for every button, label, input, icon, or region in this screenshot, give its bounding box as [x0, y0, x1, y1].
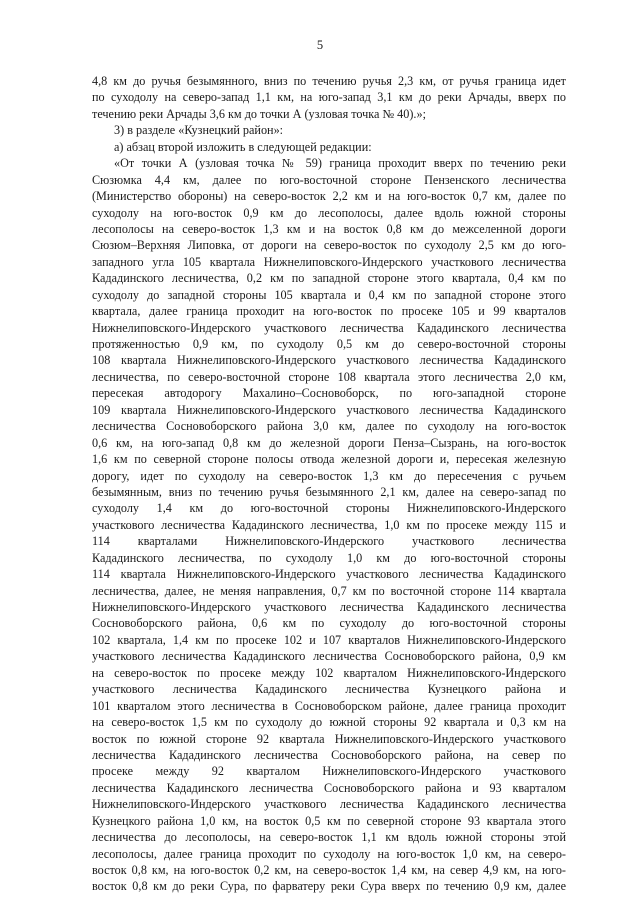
text-line: Нижнелиповского-Индерского участкового лесничества Кададинского лесничества	[92, 600, 566, 614]
text-line: участкового лесничества Кададинского лесничества Кузнецкого района и	[92, 682, 566, 697]
text-line: 114 квартала Нижнелиповского-Индерского участкового лесничества Кададинского	[92, 567, 566, 582]
text-line: лесничества, по северо-восточной стороне 108 квартала этого лесничества 2,0 км,	[92, 369, 566, 384]
page-number: 5	[316, 38, 324, 52]
text-line: Кузнецкого района 1,0 км, на восток 0,5 км по северной стороне 93 квартала этого	[92, 813, 566, 828]
text-line: на северо-восток по просеке между 102 кварталом Нижнелиповского-Индерского	[92, 665, 566, 680]
text-line: Сосновоборского района, 0,6 км по суходолу до юго-восточной стороны	[92, 616, 566, 631]
text-line: лесничества до лесополосы, на северо-восток 1,1 км вдоль южной стороны этой	[92, 830, 566, 845]
text-line: дорогу, идет по суходолу на северо-восток 1,3 км до пересечения с ручьем	[92, 468, 566, 483]
text-line: «От точки А (узловая точка № 59) граница проходит вверх по течению реки	[114, 156, 566, 171]
text-line: лесничества Кададинского лесничества Сосновоборского района и 93 кварталом	[92, 780, 566, 795]
text-line: протяженностью 0,9 км, по суходолу 0,5 км до северо-восточной стороны	[92, 337, 566, 351]
text-line: Нижнелиповского-Индерского участкового лесничества Кададинского лесничества	[92, 797, 566, 812]
text-line: лесничества, далее, не меняя направления, 0,7 км по восточной стороне 114 квартала	[92, 583, 566, 598]
text-line: 0,6 км, на юго-запад 0,8 км до железной дороги Пенза–Сызрань, на юго-восток	[92, 435, 566, 450]
text-line: 102 квартала, 1,4 км по просеке 102 и 107 кварталов Нижнелиповского-Индерского	[92, 632, 566, 647]
text-line: просеке между 92 кварталом Нижнелиповского-Индерского участкового	[92, 764, 566, 779]
text-line: течению реки Арчады 3,6 км до точки А (узловая точка № 40).»;	[92, 106, 426, 121]
text-line: на северо-восток 1,5 км по суходолу до южной стороны 92 квартала и 0,3 км на	[92, 715, 566, 730]
text-line: безымянным, вниз по течению ручья безымянного 2,1 км, далее на северо-запад по	[92, 484, 566, 499]
text-line: Сюзюмка 4,4 км, далее по юго-восточной стороне Пензенского лесничества	[92, 172, 566, 187]
text-line: суходолу на юго-восток 0,9 км до лесополосы, далее вдоль южной стороны	[92, 205, 566, 220]
text-line: лесничества Кададинского лесничества Сосновоборского района, на север по	[92, 747, 566, 762]
text-line: 101 кварталом этого лесничества в Сосновоборском районе, далее граница проходит	[92, 698, 566, 713]
text-line: 4,8 км до ручья безымянного, вниз по течению ручья 2,3 км, от ручья граница идет	[92, 74, 566, 88]
text-line: пересекая автодорогу Махалино–Сосновоборск, по юго-западной стороне	[92, 386, 566, 401]
text-line: 1,6 км по северной стороне полосы отвода железной дороги и, пересекая железную	[92, 452, 566, 467]
text-line: западного угла 105 квартала Нижнелиповского-Индерского участкового лесничества	[92, 254, 566, 269]
text-line: 114 кварталами Нижнелиповского-Индерского участкового лесничества	[92, 534, 566, 549]
text-line: Нижнелиповского-Индерского участкового лесничества Кададинского лесничества	[92, 320, 566, 335]
text-line: по суходолу на северо-запад 1,1 км, на юго-запад 3,1 км до реки Арчады, вверх по	[92, 90, 566, 105]
text-line: участкового лесничества Кададинского лесничества Сосновоборского района, 0,9 км	[92, 649, 566, 664]
text-line: восток 0,8 км до реки Сура, по фарватеру реки Сура вверх по течению 0,9 км, далее	[92, 879, 566, 894]
sub-item-heading: а) абзац второй изложить в следующей редакции:	[114, 139, 372, 154]
text-line: квартала, далее граница проходит на юго-восток по просеке 105 и 99 кварталов	[92, 304, 566, 319]
text-line: Кададинского лесничества, 0,2 км по западной стороне этого квартала, 0,4 км по	[92, 271, 566, 286]
text-line: (Министерство обороны) на северо-восток 2,2 км и на юго-восток 0,7 км, далее по	[92, 189, 566, 204]
list-item-heading: 3) в разделе «Кузнецкий район»:	[114, 123, 284, 138]
text-line: Кададинского лесничества, по суходолу 1,0 км до юго-восточной стороны	[92, 550, 566, 565]
text-line: участкового лесничества Кададинского лесничества, 1,0 км по просеке между 115 и	[92, 517, 566, 532]
text-line: восток по южной стороне 92 квартала Нижнелиповского-Индерского участкового	[92, 731, 566, 746]
text-line: восток 0,8 км, на юго-восток 0,2 км, на северо-восток 1,4 км, на север 4,9 км, на юго-	[92, 863, 566, 877]
text-line: лесополосы на северо-восток 1,3 км и на восток 0,8 км до межселенной дороги	[92, 221, 566, 236]
text-line: лесополосы, далее граница проходит по суходолу на юго-восток 1,0 км, на северо-	[92, 846, 566, 861]
text-line: лесничества Сосновоборского района 3,0 км, далее по суходолу на юго-восток	[92, 419, 566, 434]
text-line: суходолу 1,4 км до юго-восточной стороны Нижнелиповского-Индерского	[92, 501, 566, 516]
text-line: Сюзюм–Верхняя Липовка, от дороги на северо-восток по суходолу 2,5 км до юго-	[92, 238, 566, 253]
text-line: 109 квартала Нижнелиповского-Индерского участкового лесничества Кададинского	[92, 402, 566, 417]
text-line: 108 квартала Нижнелиповского-Индерского участкового лесничества Кададинского	[92, 353, 566, 368]
text-line: суходолу до западной стороны 105 квартала и 0,4 км по западной стороне этого	[92, 287, 566, 302]
body-text	[92, 73, 566, 895]
